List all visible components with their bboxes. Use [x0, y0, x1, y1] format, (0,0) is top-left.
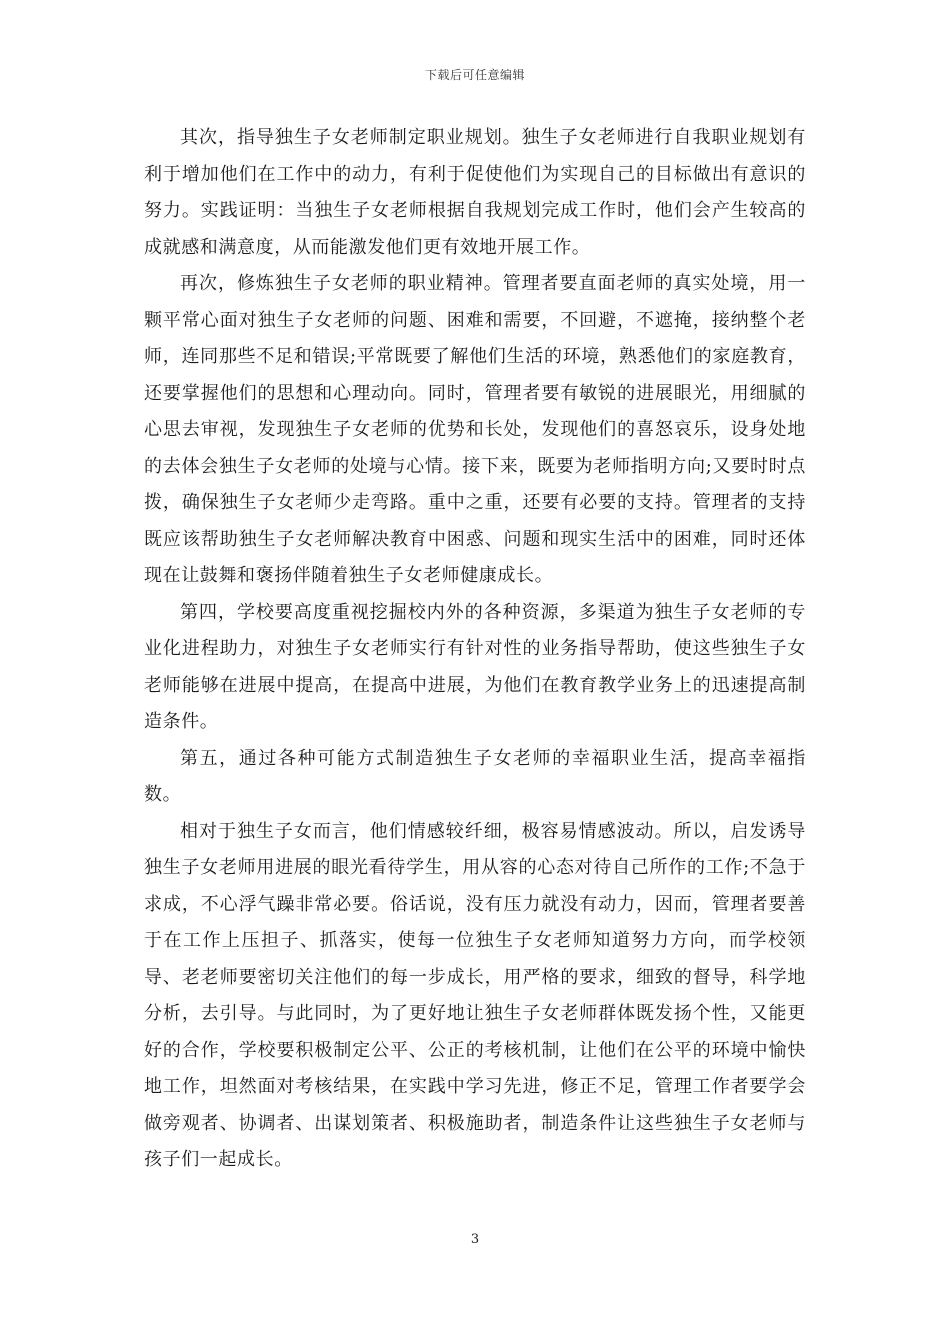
paragraph-professional-spirit: 再次，修炼独生子女老师的职业精神。管理者要直面老师的真实处境，用一颗平常心面对独生子女老师的问题、困难和需要，不回避，不遮掩，接纳整个老师，连同那些不足和错误;平常既要了解他们生活的环境，熟悉他们的家庭教育，还要掌握他们的思想和心理动向。同时，管理者要有敏锐的进展眼光，用细腻的心思去审视，发现独生子女老师的优势和长处，发现他们的喜怒哀乐，设身处地的去体会独生子女老师的处境与心情。接下来，既要为老师指明方向;又要时时点拨，确保独生子女老师少走弯路。重中之重，还要有必要的支持。管理者的支持既应该帮助独生子女老师解决教育中困惑、问题和现实生活中的困难，同时还体现在让鼓舞和褒扬伴随着独生子女老师健康成长。 [144, 273, 806, 586]
paragraph-happy-career: 第五，通过各种可能方式制造独生子女老师的幸福职业生活，提高幸福指数。 [144, 747, 806, 805]
paragraph-school-resources: 第四，学校要高度重视挖掘校内外的各种资源，多渠道为独生子女老师的专业化进程助力，对独生子女老师实行有针对性的业务指导帮助，使这些独生子女老师能够在进展中提高，在提高中进展，为他们在教育教学业务上的迅速提高制造条件。 [144, 601, 806, 732]
paragraph-emotional-guidance: 相对于独生子女而言，他们情感较纤细，极容易情感波动。所以，启发诱导独生子女老师用进展的眼光看待学生，用从容的心态对待自己所作的工作;不急于求成，不心浮气躁非常必要。俗话说，没有压力就没有动力，因而，管理者要善于在工作上压担子、抓落实，使每一位独生子女老师知道努力方向，而学校领导、老老师要密切关注他们的每一步成长，用严格的要求，细致的督导，科学地分析，去引导。与此同时，为了更好地让独生子女老师群体既发扬个性，又能更好的合作，学校要积极制定公平、公正的考核机制，让他们在公平的环境中愉快地工作，坦然面对考核结果，在实践中学习先进，修正不足，管理工作者要学会做旁观者、协调者、出谋划策者、积极施助者，制造条件让这些独生子女老师与孩子们一起成长。 [144, 820, 806, 1170]
page-number: 3 [470, 1232, 480, 1247]
body-text [144, 120, 806, 1179]
header-note: 下载后可任意编辑 [424, 68, 525, 82]
paragraph-career-planning: 其次，指导独生子女老师制定职业规划。独生子女老师进行自我职业规划有利于增加他们在工作中的动力，有利于促使他们为实现自己的目标做出有意识的努力。实践证明：当独生子女老师根据自我规划完成工作时，他们会产生较高的成就感和满意度，从而能激发他们更有效地开展工作。 [144, 127, 806, 258]
